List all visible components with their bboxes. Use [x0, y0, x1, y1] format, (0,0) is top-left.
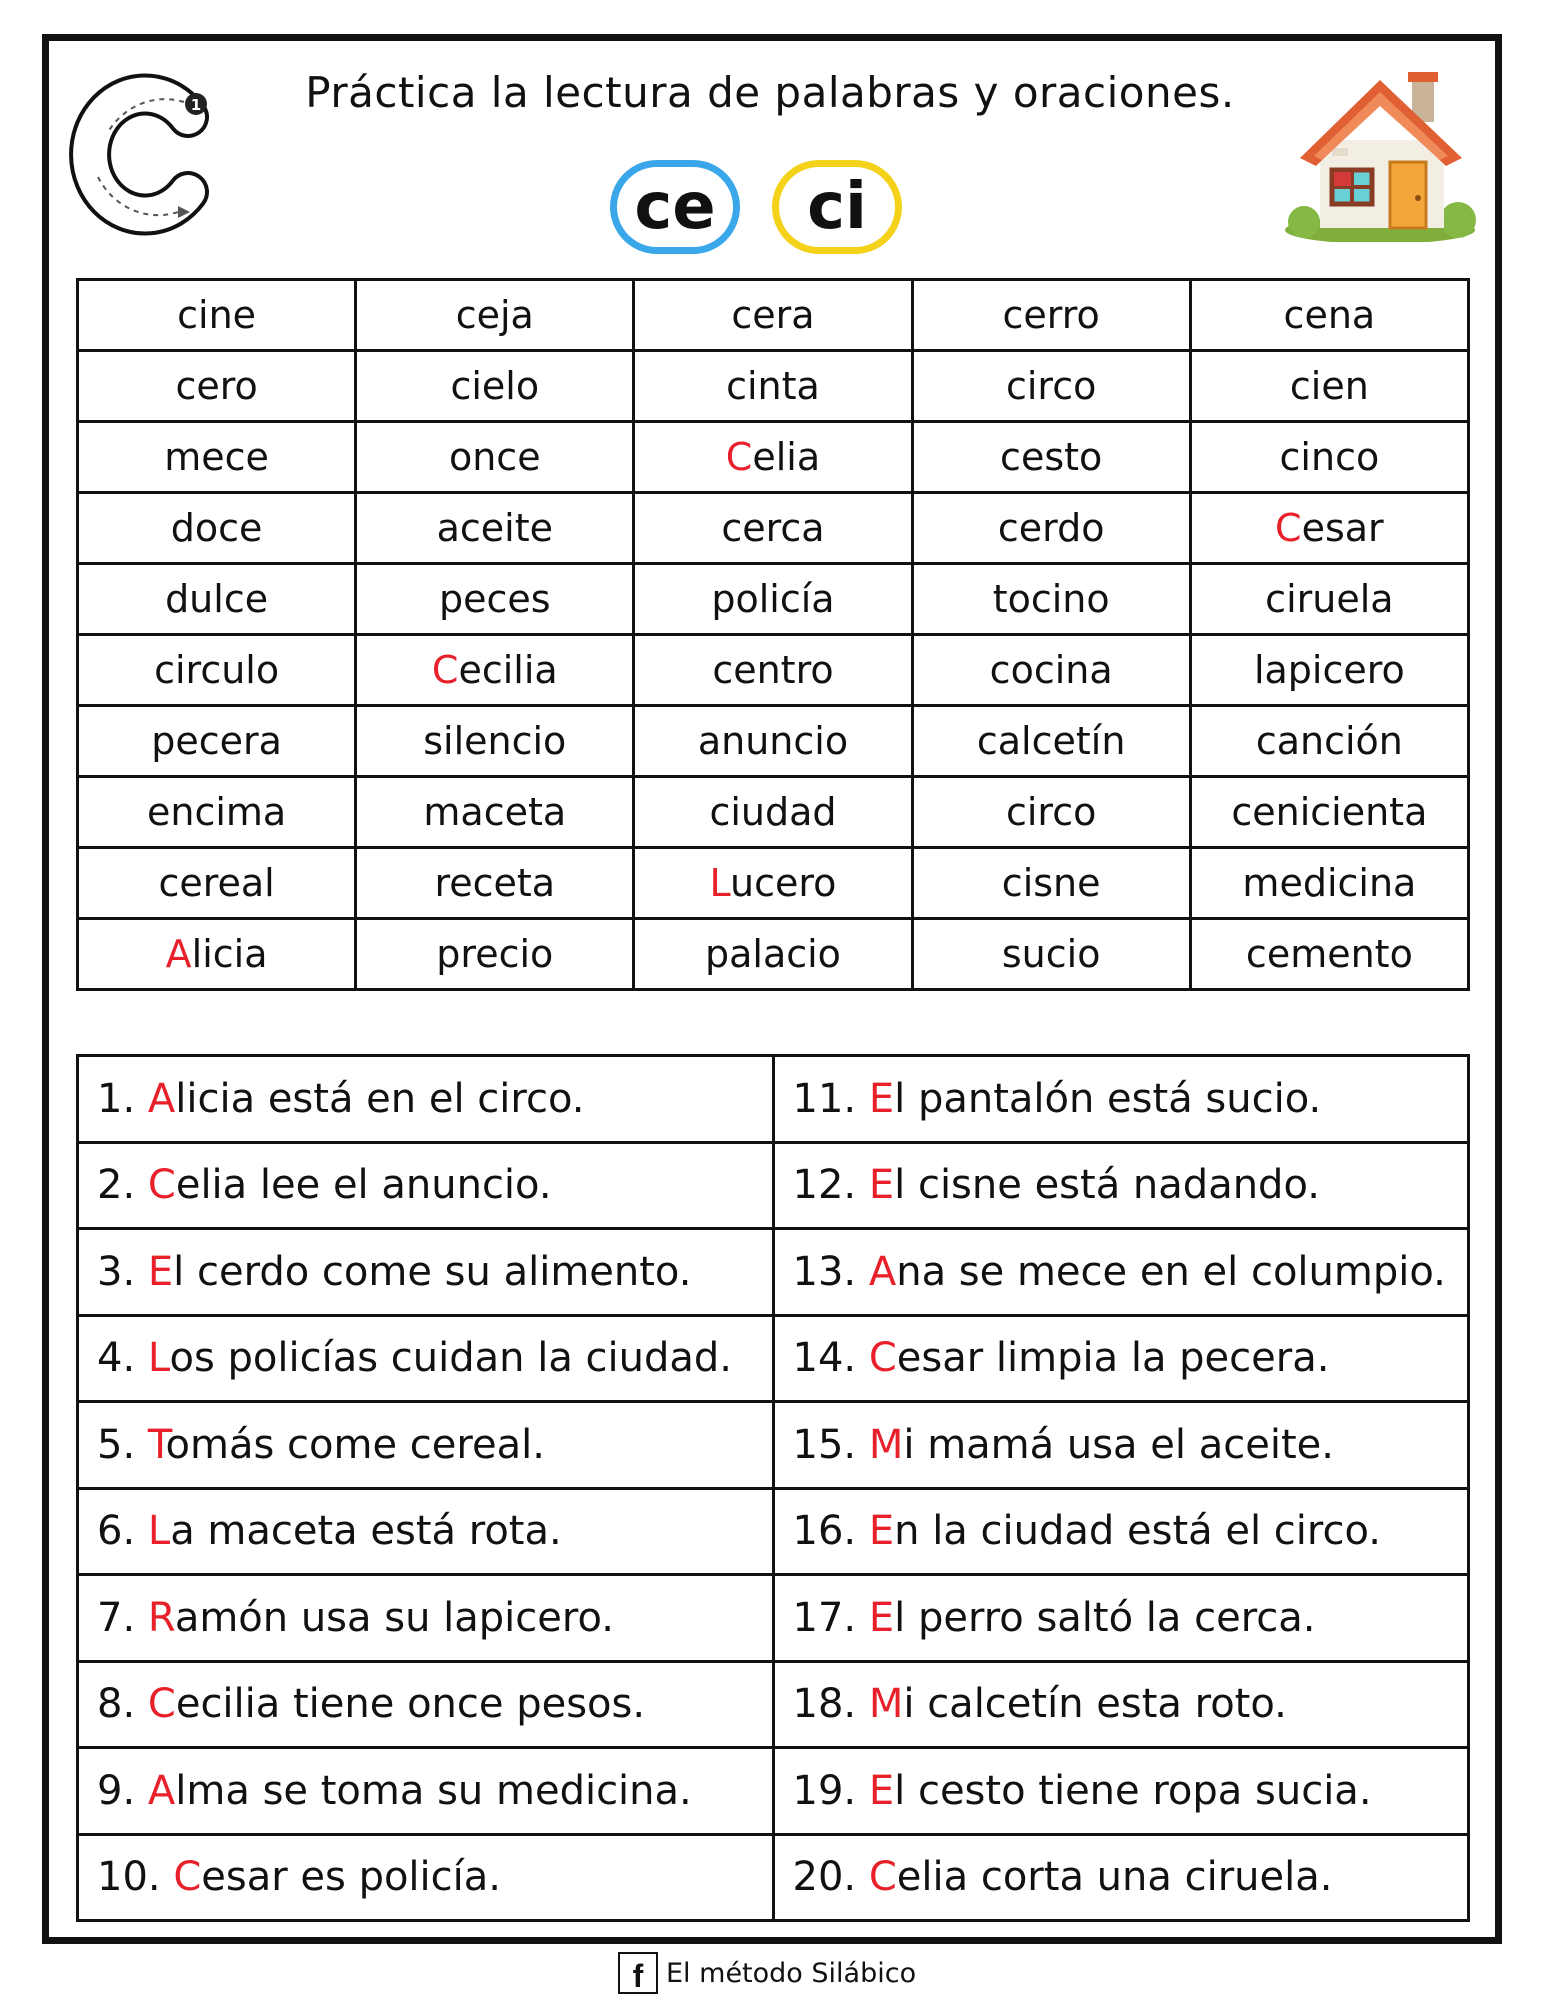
- word-cell: [356, 422, 634, 493]
- word-text: elia: [752, 435, 821, 479]
- table-row: [78, 564, 1469, 635]
- footer-text: El método Silábico: [666, 1957, 917, 1989]
- word-text: pecera: [151, 719, 282, 763]
- sentence-text: licia está en el circo.: [175, 1075, 585, 1122]
- sentence-number: 20.: [792, 1854, 857, 1901]
- word-cell: [78, 564, 356, 635]
- word-cell: [78, 706, 356, 777]
- word-text: cinta: [726, 364, 820, 408]
- sentence-cell: [78, 1402, 774, 1489]
- word-text: encima: [146, 790, 287, 834]
- word-cell: [356, 848, 634, 919]
- word-cell: [912, 777, 1190, 848]
- sentence-number: 17.: [792, 1594, 857, 1641]
- sentence-text: l cisne está nadando.: [894, 1162, 1320, 1209]
- sentence-initial: A: [868, 1248, 897, 1295]
- word-text: palacio: [704, 932, 841, 976]
- sentence-number: 12.: [792, 1162, 857, 1209]
- word-text: circulo: [154, 648, 280, 692]
- sentence-number: 15.: [792, 1421, 857, 1468]
- word-text: cenicienta: [1231, 790, 1428, 834]
- sentence-number: 6.: [97, 1508, 136, 1555]
- word-text: peces: [438, 577, 551, 621]
- sentence-number: 5.: [97, 1421, 136, 1468]
- word-text: canción: [1255, 719, 1403, 763]
- sentence-initial: C: [147, 1681, 176, 1728]
- word-text: esar: [1301, 506, 1384, 550]
- word-cell: [634, 919, 912, 990]
- table-row: [78, 1748, 1469, 1835]
- sentence-text: a maceta está rota.: [170, 1508, 562, 1555]
- table-row: [78, 493, 1469, 564]
- sentence-initial: C: [147, 1162, 176, 1209]
- sentence-initial: L: [147, 1335, 170, 1382]
- word-cell: [78, 919, 356, 990]
- word-cell: [356, 777, 634, 848]
- word-cell: [1190, 635, 1468, 706]
- word-cell: [1190, 280, 1468, 351]
- sentence-text: l perro saltó la cerca.: [894, 1594, 1316, 1641]
- word-cell: [912, 351, 1190, 422]
- word-cell: [634, 706, 912, 777]
- word-cell: [912, 422, 1190, 493]
- sentence-text: na se mece en el columpio.: [896, 1248, 1446, 1295]
- trace-letter: C: [68, 62, 69, 63]
- sentence-initial: C: [173, 1854, 202, 1901]
- word-text: cisne: [1001, 861, 1101, 905]
- sentence-text: l cesto tiene ropa sucia.: [894, 1767, 1372, 1814]
- word-cell: [1190, 706, 1468, 777]
- word-cell: [356, 635, 634, 706]
- word-text: cerdo: [997, 506, 1105, 550]
- word-cell: [78, 422, 356, 493]
- word-cell: [634, 493, 912, 564]
- sentence-initial: E: [868, 1767, 895, 1814]
- footer: [618, 1950, 916, 1996]
- word-cell: [78, 280, 356, 351]
- word-text: once: [448, 435, 541, 479]
- word-text: precio: [436, 932, 554, 976]
- sentence-cell: [78, 1834, 774, 1921]
- word-text: cera: [731, 293, 815, 337]
- word-cell: [912, 280, 1190, 351]
- sentence-text: elia lee el anuncio.: [175, 1162, 552, 1209]
- word-initial: L: [709, 861, 731, 905]
- word-cell: [78, 635, 356, 706]
- word-cell: [78, 848, 356, 919]
- word-text: anuncio: [697, 719, 849, 763]
- word-cell: [356, 564, 634, 635]
- word-cell: [356, 706, 634, 777]
- sentence-number: 7.: [97, 1594, 136, 1641]
- sentence-number: 2.: [97, 1162, 136, 1209]
- word-cell: [356, 919, 634, 990]
- sentence-initial: E: [147, 1248, 174, 1295]
- sentence-number: 16.: [792, 1508, 857, 1555]
- facebook-icon: f: [618, 1952, 658, 1994]
- word-text: ciruela: [1265, 577, 1394, 621]
- word-text: circo: [1005, 364, 1097, 408]
- word-table: [76, 278, 1470, 991]
- word-text: sucio: [1001, 932, 1101, 976]
- sentence-initial: R: [147, 1594, 175, 1641]
- word-cell: [356, 351, 634, 422]
- sentence-initial: E: [868, 1508, 895, 1555]
- sentence-cell: [78, 1488, 774, 1575]
- word-cell: [634, 848, 912, 919]
- word-cell: [912, 706, 1190, 777]
- word-text: lapicero: [1253, 648, 1405, 692]
- sentence-cell: [773, 1488, 1469, 1575]
- word-text: dulce: [165, 577, 269, 621]
- sentence-cell: [78, 1142, 774, 1229]
- sentence-text: i mamá usa el aceite.: [903, 1421, 1334, 1468]
- sentence-cell: [78, 1748, 774, 1835]
- sentence-initial: L: [147, 1508, 171, 1555]
- sentence-number: 13.: [792, 1248, 857, 1295]
- word-text: ciudad: [709, 790, 837, 834]
- word-cell: [1190, 564, 1468, 635]
- sentence-text: amón usa su lapicero.: [174, 1594, 614, 1641]
- table-row: [78, 1575, 1469, 1662]
- sentence-text: ecilia tiene once pesos.: [175, 1681, 646, 1728]
- sentence-number: 10.: [97, 1854, 161, 1901]
- sentence-initial: E: [868, 1075, 895, 1122]
- word-text: maceta: [423, 790, 567, 834]
- sentence-cell: [773, 1748, 1469, 1835]
- syllable-ce: ce: [610, 160, 740, 254]
- table-row: [78, 351, 1469, 422]
- word-text: cielo: [450, 364, 540, 408]
- word-cell: [634, 564, 912, 635]
- sentence-number: 9.: [97, 1767, 136, 1814]
- sentence-initial: T: [147, 1421, 166, 1468]
- sentence-number: 1.: [97, 1075, 136, 1122]
- word-cell: [634, 280, 912, 351]
- word-text: centro: [712, 648, 834, 692]
- table-row: [78, 777, 1469, 848]
- table-row: [78, 1315, 1469, 1402]
- word-cell: [1190, 848, 1468, 919]
- sentence-cell: [773, 1575, 1469, 1662]
- word-cell: [356, 280, 634, 351]
- word-text: calcetín: [976, 719, 1126, 763]
- page-title: Práctica la lectura de palabras y oraciones.: [305, 68, 1235, 117]
- table-row: [78, 1488, 1469, 1575]
- table-row: [78, 1056, 1469, 1143]
- sentence-initial: A: [147, 1767, 176, 1814]
- word-initial: C: [725, 435, 753, 479]
- word-cell: [912, 493, 1190, 564]
- sentence-text: l cerdo come su alimento.: [173, 1248, 692, 1295]
- sentence-text: n la ciudad está el circo.: [894, 1508, 1381, 1555]
- trace-step-number: 1: [190, 96, 202, 114]
- sentence-text: omás come cereal.: [165, 1421, 545, 1468]
- word-text: cocina: [989, 648, 1113, 692]
- table-row: [78, 706, 1469, 777]
- word-text: ceja: [455, 293, 534, 337]
- word-cell: [78, 351, 356, 422]
- sentence-cell: [773, 1229, 1469, 1316]
- word-text: cien: [1289, 364, 1369, 408]
- word-text: cemento: [1245, 932, 1413, 976]
- sentence-table: [76, 1054, 1470, 1922]
- sentence-cell: [78, 1229, 774, 1316]
- word-text: doce: [170, 506, 263, 550]
- word-text: aceite: [436, 506, 553, 550]
- sentence-cell: [78, 1661, 774, 1748]
- sentence-initial: A: [147, 1075, 176, 1122]
- table-row: [78, 422, 1469, 493]
- word-text: cinco: [1279, 435, 1380, 479]
- word-text: mece: [164, 435, 269, 479]
- word-text: medicina: [1242, 861, 1417, 905]
- sentence-text: i calcetín esta roto.: [903, 1681, 1287, 1728]
- sentence-text: l pantalón está sucio.: [894, 1075, 1322, 1122]
- word-cell: [912, 635, 1190, 706]
- word-text: ecilia: [458, 648, 558, 692]
- word-text: cereal: [158, 861, 275, 905]
- word-text: cerca: [721, 506, 825, 550]
- word-text: cine: [177, 293, 257, 337]
- word-cell: [78, 777, 356, 848]
- word-initial: A: [165, 932, 192, 976]
- word-text: tocino: [992, 577, 1110, 621]
- sentence-text: os policías cuidan la ciudad.: [169, 1335, 733, 1382]
- word-text: policía: [711, 577, 835, 621]
- word-cell: [1190, 422, 1468, 493]
- sentence-initial: M: [868, 1681, 904, 1728]
- word-cell: [1190, 493, 1468, 564]
- word-cell: [912, 564, 1190, 635]
- word-cell: [1190, 919, 1468, 990]
- sentence-number: 4.: [97, 1335, 136, 1382]
- sentence-text: esar limpia la pecera.: [896, 1335, 1330, 1382]
- word-cell: [1190, 351, 1468, 422]
- word-text: receta: [434, 861, 556, 905]
- sentence-cell: [773, 1834, 1469, 1921]
- sentence-number: 8.: [97, 1681, 136, 1728]
- table-row: [78, 848, 1469, 919]
- sentence-initial: E: [868, 1594, 895, 1641]
- sentence-initial: E: [868, 1162, 895, 1209]
- sentence-text: elia corta una ciruela.: [896, 1854, 1333, 1901]
- sentence-number: 18.: [792, 1681, 857, 1728]
- table-row: [78, 1229, 1469, 1316]
- table-row: [78, 280, 1469, 351]
- sentence-cell: [773, 1661, 1469, 1748]
- sentence-text: lma se toma su medicina.: [175, 1767, 692, 1814]
- house-icon: [1282, 62, 1478, 242]
- table-row: [78, 1142, 1469, 1229]
- syllable-ci: ci: [772, 160, 902, 254]
- sentence-initial: C: [868, 1854, 897, 1901]
- word-cell: [634, 635, 912, 706]
- table-row: [78, 635, 1469, 706]
- word-cell: [634, 422, 912, 493]
- word-cell: [912, 848, 1190, 919]
- word-cell: [634, 777, 912, 848]
- sentence-number: 3.: [97, 1248, 136, 1295]
- word-text: ucero: [730, 861, 837, 905]
- table-row: [78, 1834, 1469, 1921]
- sentence-cell: [773, 1056, 1469, 1143]
- word-cell: [912, 919, 1190, 990]
- sentence-initial: M: [868, 1421, 904, 1468]
- sentence-cell: [773, 1315, 1469, 1402]
- sentence-cell: [773, 1402, 1469, 1489]
- word-cell: [1190, 777, 1468, 848]
- sentence-number: 11.: [792, 1075, 857, 1122]
- word-text: licia: [191, 932, 268, 976]
- sentence-cell: [78, 1575, 774, 1662]
- table-row: [78, 1402, 1469, 1489]
- word-initial: C: [1275, 506, 1302, 550]
- word-cell: [78, 493, 356, 564]
- letter-c-trace-icon: [68, 62, 228, 242]
- word-text: cerro: [1002, 293, 1100, 337]
- sentence-number: 14.: [792, 1335, 857, 1382]
- sentence-cell: [78, 1315, 774, 1402]
- word-text: cena: [1283, 293, 1376, 337]
- sentence-number: 19.: [792, 1767, 857, 1814]
- word-initial: C: [431, 648, 459, 692]
- word-cell: [356, 493, 634, 564]
- table-row: [78, 1661, 1469, 1748]
- word-text: cero: [175, 364, 258, 408]
- sentence-cell: [773, 1142, 1469, 1229]
- sentence-initial: C: [868, 1335, 897, 1382]
- word-text: silencio: [423, 719, 567, 763]
- sentence-text: esar es policía.: [201, 1854, 501, 1901]
- word-cell: [634, 351, 912, 422]
- sentence-cell: [78, 1056, 774, 1143]
- table-row: [78, 919, 1469, 990]
- word-text: cesto: [1000, 435, 1103, 479]
- word-text: circo: [1005, 790, 1097, 834]
